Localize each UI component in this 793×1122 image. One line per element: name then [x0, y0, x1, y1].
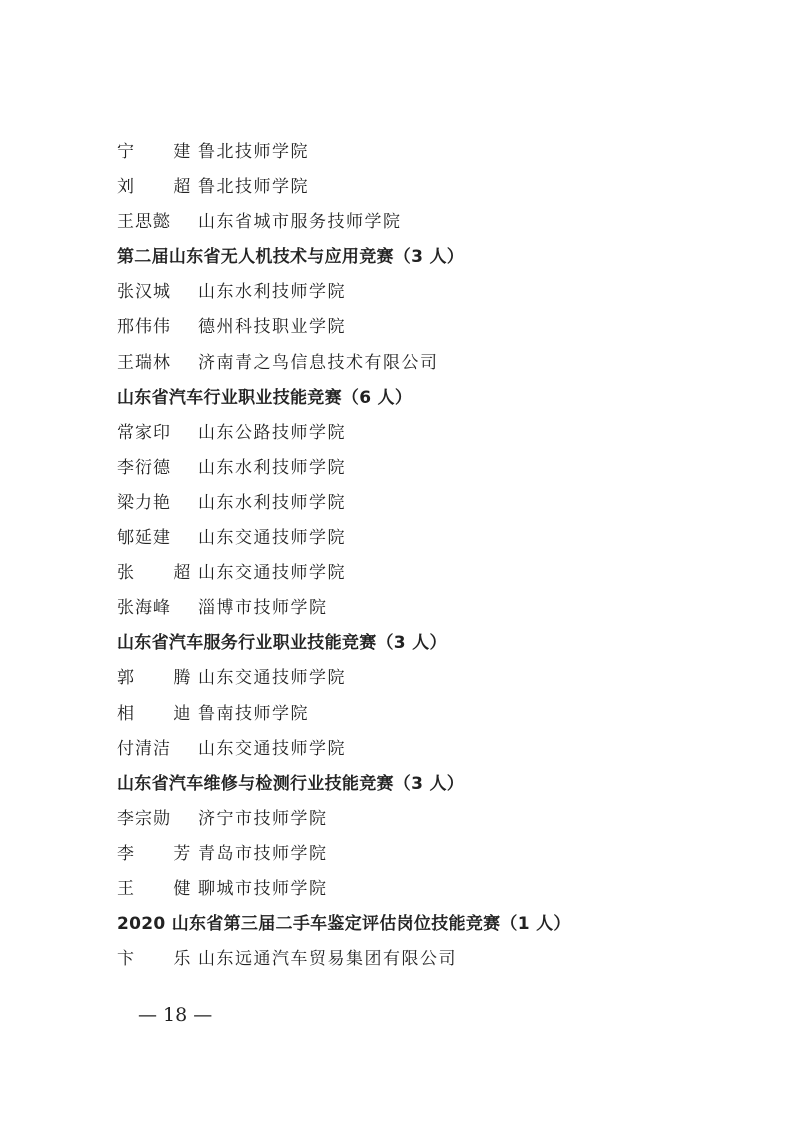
- awardee-name: 李 芳: [117, 843, 208, 864]
- awardee-row: [117, 697, 737, 732]
- awardee-organization: 聊城市技师学院: [198, 878, 328, 899]
- awardee-organization: 山东省城市服务技师学院: [198, 212, 402, 233]
- awardee-row: [117, 837, 737, 872]
- awardee-row: [117, 275, 737, 310]
- awardee-organization: 青岛市技师学院: [198, 843, 328, 864]
- awardee-name: 卞 乐: [117, 949, 208, 970]
- awardee-organization: 淄博市技师学院: [198, 598, 328, 619]
- awardee-name: 梁力艳: [117, 492, 171, 513]
- awardee-name: 邢伟伟: [117, 317, 171, 338]
- awardee-organization: 鲁北技师学院: [198, 177, 309, 198]
- awardee-name: 王思懿: [117, 212, 171, 233]
- awardee-organization: 山东水利技师学院: [198, 282, 346, 303]
- awardee-name: 郇延建: [117, 528, 171, 549]
- awardee-row: [117, 170, 737, 205]
- awardee-organization: 山东交通技师学院: [198, 563, 346, 584]
- awardee-name: 常家印: [117, 422, 171, 443]
- awardee-organization: 山东远通汽车贸易集团有限公司: [198, 949, 457, 970]
- awardee-name: 张 超: [117, 563, 208, 584]
- awardee-organization: 山东水利技师学院: [198, 457, 346, 478]
- competition-heading: 2020 山东省第三届二手车鉴定评估岗位技能竞赛（1 人）: [117, 914, 571, 935]
- awardee-organization: 山东交通技师学院: [198, 738, 346, 759]
- awardee-row: [117, 135, 737, 170]
- competition-heading: 山东省汽车服务行业职业技能竞赛（3 人）: [117, 633, 447, 654]
- awardee-name: 王瑞林: [117, 352, 171, 373]
- awardee-organization: 济南青之鸟信息技术有限公司: [198, 352, 439, 373]
- awardee-row: [117, 591, 737, 626]
- awardee-name: 李宗勋: [117, 808, 171, 829]
- awardee-organization: 鲁北技师学院: [198, 142, 309, 162]
- awardee-organization: 鲁南技师学院: [198, 703, 309, 724]
- awardee-row: [117, 521, 737, 556]
- awardee-name: 张海峰: [117, 598, 171, 619]
- page-number: — 18 —: [138, 1004, 213, 1026]
- awardee-row: [117, 451, 737, 486]
- awardee-organization: 济宁市技师学院: [198, 808, 328, 829]
- awardee-organization: 山东交通技师学院: [198, 528, 346, 549]
- competition-heading: 山东省汽车行业职业技能竞赛（6 人）: [117, 387, 413, 408]
- awardee-organization: 山东公路技师学院: [198, 422, 346, 443]
- awardee-organization: 山东水利技师学院: [198, 492, 346, 513]
- competition-heading: 山东省汽车维修与检测行业技能竞赛（3 人）: [117, 773, 465, 794]
- awardee-name: 相 迪: [117, 703, 208, 724]
- awardee-name: 刘 超: [117, 177, 208, 198]
- awardee-organization: 山东交通技师学院: [198, 668, 346, 689]
- awardee-row: [117, 486, 737, 521]
- awardee-row: [117, 732, 737, 767]
- awardee-row: [117, 872, 737, 907]
- awardee-row: [117, 346, 737, 381]
- awardee-name: 郭 腾: [117, 668, 208, 689]
- awardee-name: 宁 建: [117, 142, 208, 162]
- awardee-name: 李衍德: [117, 457, 171, 478]
- awardee-row: [117, 205, 737, 240]
- awardee-row: [117, 416, 737, 451]
- competition-heading: 第二届山东省无人机技术与应用竞赛（3 人）: [117, 247, 465, 268]
- awardee-row: [117, 556, 737, 591]
- awardee-name: 付清洁: [117, 738, 171, 759]
- awardee-row: [117, 802, 737, 837]
- awardee-row: [117, 661, 737, 696]
- awardee-row: [117, 942, 737, 977]
- award-list: [117, 135, 737, 977]
- awardee-name: 张汉城: [117, 282, 171, 303]
- awardee-name: 王 健: [117, 878, 208, 899]
- awardee-organization: 德州科技职业学院: [198, 317, 346, 338]
- awardee-row: [117, 310, 737, 345]
